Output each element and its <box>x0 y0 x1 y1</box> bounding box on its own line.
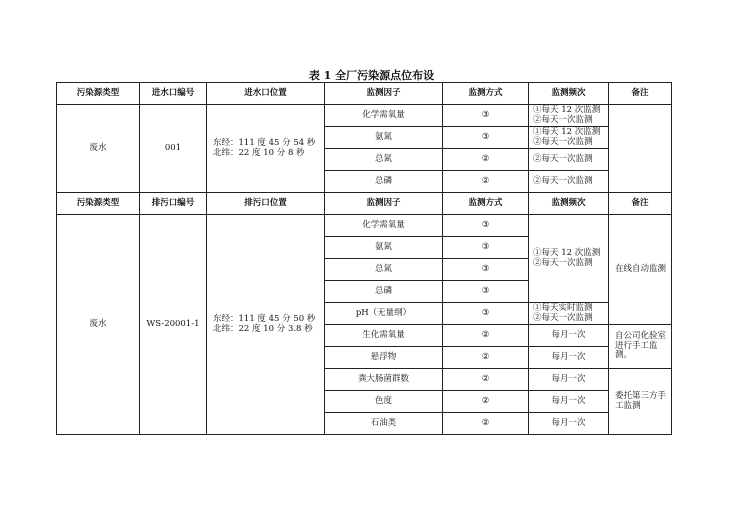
header-cell: 排污口位置 <box>207 193 325 215</box>
freq-cell <box>529 215 609 303</box>
freq-cell: 每月一次 <box>529 391 609 413</box>
factor-cell: 总氮 <box>325 259 443 281</box>
factor-cell: 化学需氧量 <box>325 215 443 237</box>
table-row <box>57 215 672 237</box>
factor-cell: 总磷 <box>325 281 443 303</box>
mode-cell: ② <box>443 347 529 369</box>
header-row-outlet <box>57 193 672 215</box>
mode-cell: ② <box>443 171 529 193</box>
mode-cell: ③ <box>443 281 529 303</box>
factor-cell: 化学需氧量 <box>325 105 443 127</box>
freq-cell: ②每天一次监测 <box>529 171 609 193</box>
header-cell: 监测因子 <box>325 83 443 105</box>
mode-cell: ② <box>443 149 529 171</box>
freq-cell: 每月一次 <box>529 413 609 435</box>
freq-line: ②每天一次监测 <box>533 114 593 125</box>
factor-cell: 总磷 <box>325 171 443 193</box>
mode-cell: ③ <box>443 303 529 325</box>
freq-cell: 每月一次 <box>529 369 609 391</box>
mode-cell: ③ <box>443 105 529 127</box>
factor-cell: 色度 <box>325 391 443 413</box>
header-cell: 进水口位置 <box>207 83 325 105</box>
factor-cell: 总氮 <box>325 149 443 171</box>
pollution-source-table <box>56 82 672 435</box>
table-row <box>57 105 672 127</box>
factor-cell: 悬浮物 <box>325 347 443 369</box>
header-cell: 污染源类型 <box>57 83 140 105</box>
freq-line: ①每天 12 次监测 <box>533 104 601 115</box>
factor-cell: 氨氮 <box>325 237 443 259</box>
header-cell: 监测方式 <box>443 83 529 105</box>
outlet-location <box>207 215 325 435</box>
mode-cell: ③ <box>443 237 529 259</box>
header-cell: 监测频次 <box>529 193 609 215</box>
freq-line: ①每天实时监测 <box>533 302 593 313</box>
factor-cell: 氨氮 <box>325 127 443 149</box>
freq-cell <box>529 303 609 325</box>
header-cell: 监测方式 <box>443 193 529 215</box>
factor-cell: pH（无量纲） <box>325 303 443 325</box>
mode-cell: ③ <box>443 259 529 281</box>
mode-cell: ② <box>443 325 529 347</box>
outlet-latitude: 北纬：22 度 10 分 3.8 秒 <box>213 323 313 334</box>
table-title: 表 1 全厂污染源点位布设 <box>308 69 435 82</box>
outlet-id: WS-20001-1 <box>140 215 207 435</box>
header-cell: 进水口编号 <box>140 83 207 105</box>
freq-cell: ②每天一次监测 <box>529 149 609 171</box>
freq-cell: 每月一次 <box>529 347 609 369</box>
freq-line: ①每天 12 次监测 <box>533 247 601 258</box>
mode-cell: ② <box>443 413 529 435</box>
header-cell: 排污口编号 <box>140 193 207 215</box>
note-cell: 委托第三方手工监测 <box>609 369 672 435</box>
header-cell: 备注 <box>609 193 672 215</box>
freq-line: ②每天一次监测 <box>533 257 593 268</box>
inlet-latitude: 北纬：22 度 10 分 8 秒 <box>213 147 305 158</box>
factor-cell: 粪大肠菌群数 <box>325 369 443 391</box>
inlet-location <box>207 105 325 193</box>
factor-cell: 生化需氧量 <box>325 325 443 347</box>
mode-cell: ③ <box>443 127 529 149</box>
freq-line: ②每天一次监测 <box>533 312 593 323</box>
mode-cell: ② <box>443 391 529 413</box>
factor-cell: 石油类 <box>325 413 443 435</box>
note-cell: 自公司化验室进行手工监测。 <box>609 325 672 369</box>
mode-cell: ③ <box>443 215 529 237</box>
freq-line: ②每天一次监测 <box>533 136 593 147</box>
freq-line: ①每天 12 次监测 <box>533 126 601 137</box>
outlet-longitude: 东经：111 度 45 分 50 秒 <box>213 313 316 324</box>
header-cell: 监测频次 <box>529 83 609 105</box>
inlet-type: 废水 <box>57 105 140 193</box>
header-row-inlet <box>57 83 672 105</box>
inlet-longitude: 东经：111 度 45 分 54 秒 <box>213 137 316 148</box>
header-cell: 备注 <box>609 83 672 105</box>
freq-cell: 每月一次 <box>529 325 609 347</box>
outlet-type: 废水 <box>57 215 140 435</box>
note-cell: 在线自动监测 <box>609 215 672 325</box>
inlet-note <box>609 105 672 193</box>
freq-cell <box>529 105 609 127</box>
mode-cell: ② <box>443 369 529 391</box>
inlet-id: 001 <box>140 105 207 193</box>
freq-cell <box>529 127 609 149</box>
header-cell: 监测因子 <box>325 193 443 215</box>
header-cell: 污染源类型 <box>57 193 140 215</box>
